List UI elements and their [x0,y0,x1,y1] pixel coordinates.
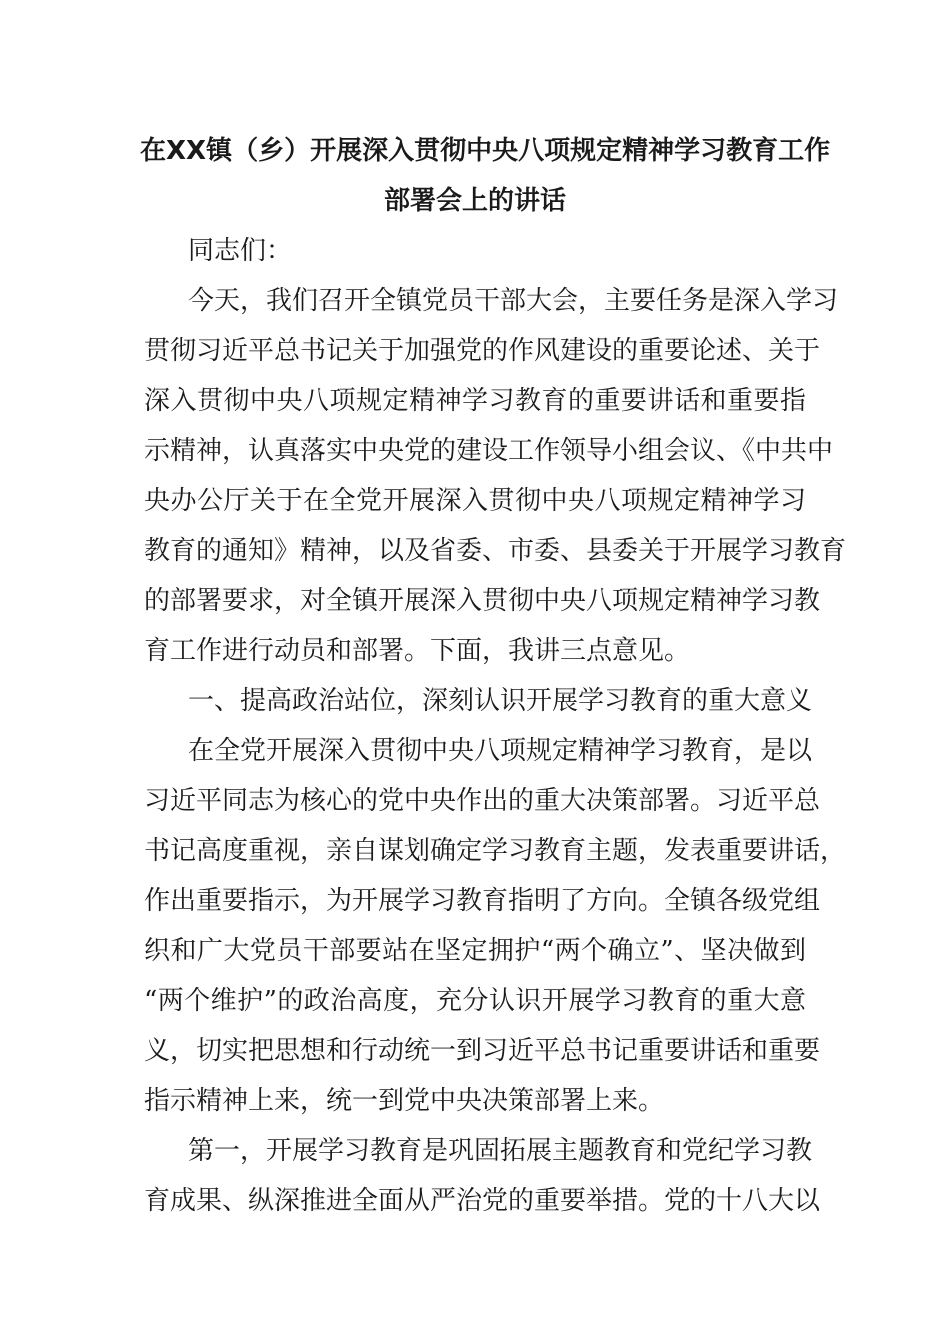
text-line: 书记高度重视，亲自谋划确定学习教育主题，发表重要讲话， [144,836,847,866]
document-title-line-1: 在XX镇（乡）开展深入贯彻中央八项规定精神学习教育工作 [140,136,831,166]
text-line: 示精神，认真落实中央党的建设工作领导小组会议、《中共中 [144,436,834,466]
text-line: 织和广大党员干部要站在坚定拥护“两个确立”、坚决做到 [144,936,806,966]
text-line: 贯彻习近平总书记关于加强党的作风建设的重要论述、关于 [144,336,821,366]
salutation: 同志们： [188,236,293,266]
text-line: 今天，我们召开全镇党员干部大会，主要任务是深入学习 [188,286,839,316]
text-line: 育工作进行动员和部署。下面，我讲三点意见。 [144,636,691,666]
document-title-line-2: 部署会上的讲话 [383,186,566,216]
text-line: 义，切实把思想和行动统一到习近平总书记重要讲话和重要 [144,1036,821,1066]
text-line: 的部署要求，对全镇开展深入贯彻中央八项规定精神学习教 [144,586,821,616]
text-line: 习近平同志为核心的党中央作出的重大决策部署。习近平总 [144,786,821,816]
text-line: “两个维护”的政治高度，充分认识开展学习教育的重大意 [144,986,806,1016]
text-line: 在全党开展深入贯彻中央八项规定精神学习教育，是以 [188,736,813,766]
text-line: 央办公厅关于在全党开展深入贯彻中央八项规定精神学习 [144,486,806,516]
text-line: 第一，开展学习教育是巩固拓展主题教育和党纪学习教 [188,1136,813,1166]
section-heading: 一、提高政治站位，深刻认识开展学习教育的重大意义 [188,686,813,716]
text-line: 作出重要指示，为开展学习教育指明了方向。全镇各级党组 [144,886,821,916]
text-line: 教育的通知》精神，以及省委、市委、县委关于开展学习教育 [144,536,847,566]
text-line: 育成果、纵深推进全面从严治党的重要举措。党的十八大以 [144,1186,821,1216]
text-line: 指示精神上来，统一到党中央决策部署上来。 [144,1086,665,1116]
text-line: 深入贯彻中央八项规定精神学习教育的重要讲话和重要指 [144,386,806,416]
